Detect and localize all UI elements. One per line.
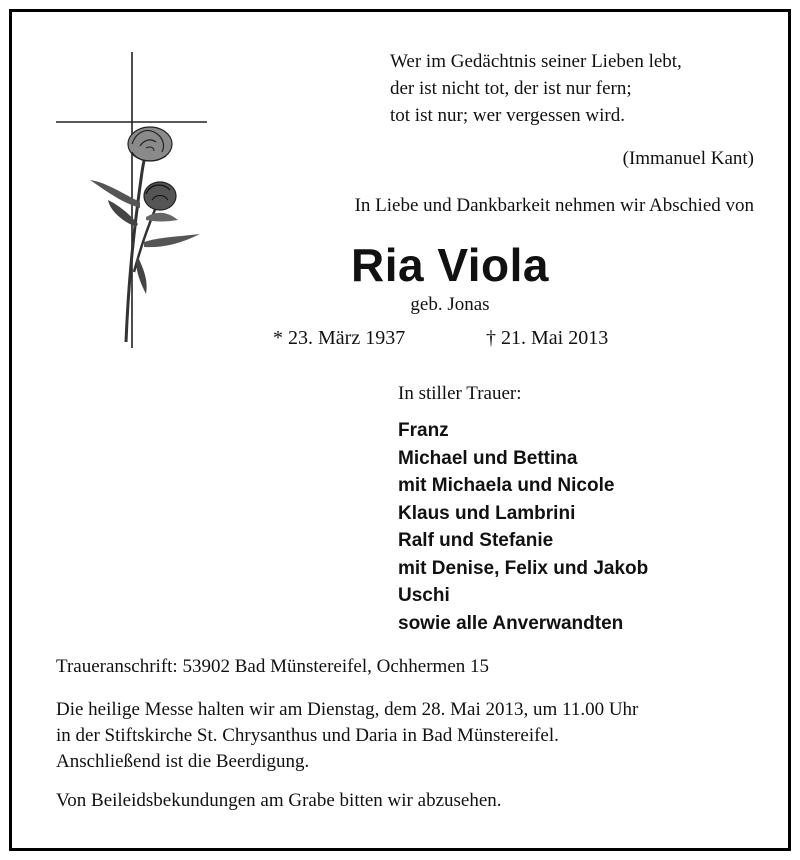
quote-block xyxy=(390,48,682,129)
death-date: † 21. Mai 2013 xyxy=(486,327,609,349)
birth-date: * 23. März 1937 xyxy=(273,327,406,349)
mourner-entry: mit Michaela und Nicole xyxy=(398,475,615,496)
quote-author: (Immanuel Kant) xyxy=(622,148,754,169)
mourner-entry: Ralf und Stefanie xyxy=(398,530,554,551)
mass-details xyxy=(56,697,638,775)
mourner-entry: sowie alle Anverwandten xyxy=(398,612,624,634)
mourning-address: Traueranschrift: 53902 Bad Münstereifel, Ochhermen 15 xyxy=(56,656,490,677)
mass-line: Die heilige Messe halten wir am Dienstag, dem 28. Mai 2013, um 11.00 Uhr xyxy=(56,699,639,720)
deceased-name: Ria Viola xyxy=(351,239,549,291)
maiden-name: geb. Jonas xyxy=(410,294,490,315)
mourner-entry: Franz xyxy=(398,420,449,441)
quote-line: tot ist nur; wer vergessen wird. xyxy=(390,105,625,126)
mourners-list xyxy=(398,417,648,637)
farewell-intro: In Liebe und Dankbarkeit nehmen wir Abschied von xyxy=(354,195,754,216)
quote-line: der ist nicht tot, der ist nur fern; xyxy=(390,78,632,99)
mass-line: in der Stiftskirche St. Chrysanthus und Daria in Bad Münstereifel. xyxy=(56,725,559,746)
quote-line: Wer im Gedächtnis seiner Lieben lebt, xyxy=(390,51,682,72)
mourning-intro: In stiller Trauer: xyxy=(398,383,522,404)
mourner-entry: Michael und Bettina xyxy=(398,447,578,469)
mass-line: Anschließend ist die Beerdigung. xyxy=(56,751,310,772)
mourner-entry: Uschi xyxy=(398,585,450,606)
condolences-note: Von Beileidsbekundungen am Grabe bitten wir abzusehen. xyxy=(56,790,502,811)
mourner-entry: Klaus und Lambrini xyxy=(398,502,576,524)
mourner-entry: mit Denise, Felix und Jakob xyxy=(398,557,649,579)
